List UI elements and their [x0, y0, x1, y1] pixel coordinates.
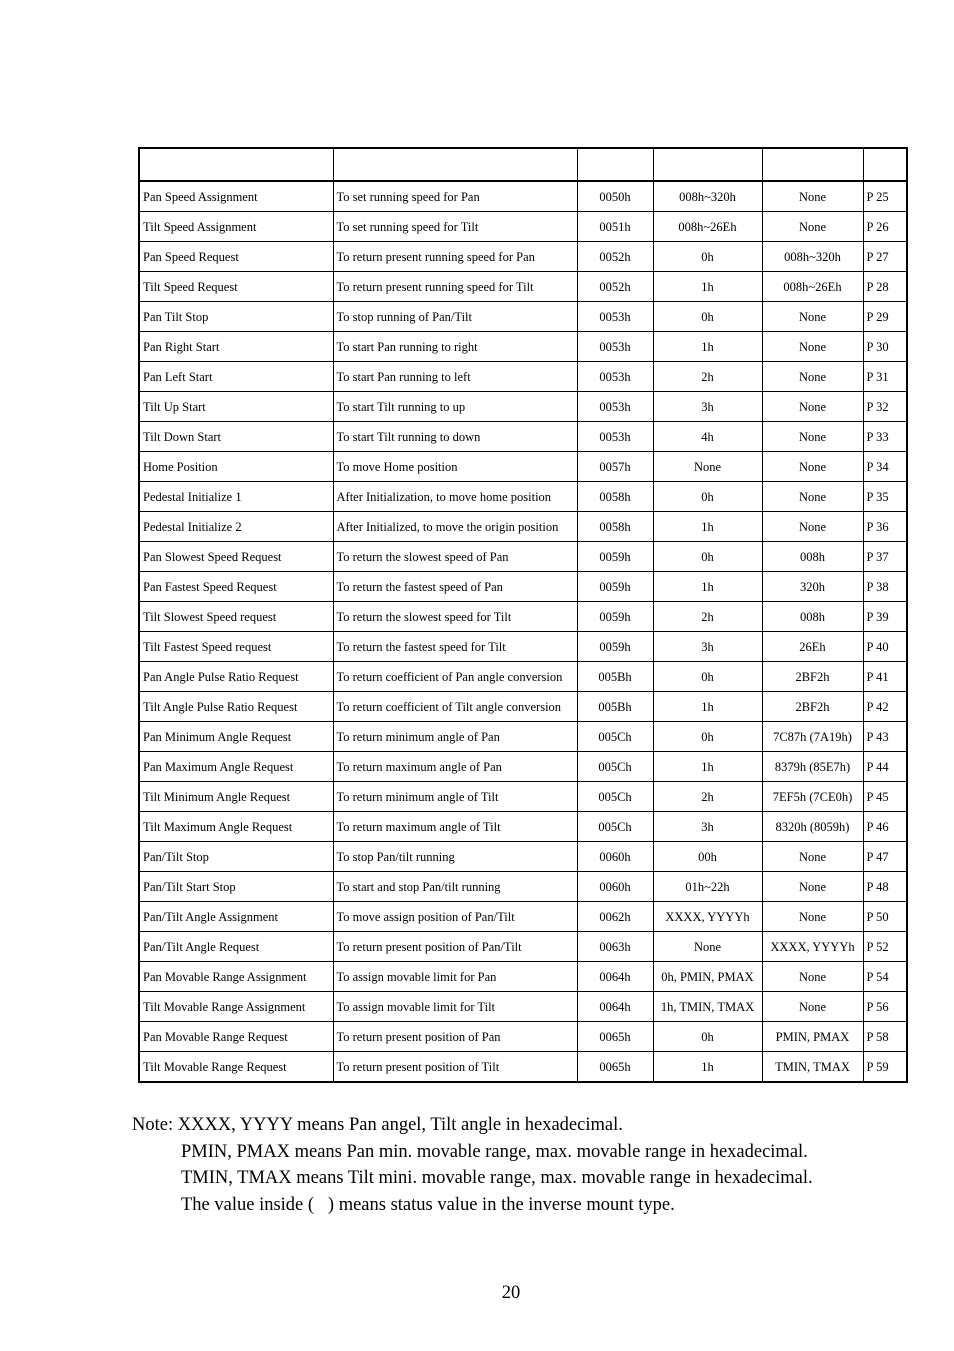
table-row — [139, 662, 907, 692]
parameter-cell: 2h — [653, 362, 762, 392]
command-code-cell: 0059h — [577, 542, 653, 572]
command-name-cell: Tilt Angle Pulse Ratio Request — [139, 692, 333, 722]
page-ref-cell: P 29 — [863, 302, 907, 332]
table-row — [139, 242, 907, 272]
description-cell: To return present running speed for Pan — [333, 242, 577, 272]
parameter-cell: 0h — [653, 662, 762, 692]
page-ref-cell: P 25 — [863, 181, 907, 212]
command-name-cell: Pedestal Initialize 1 — [139, 482, 333, 512]
command-code-cell: 0053h — [577, 302, 653, 332]
return-value-cell: None — [762, 392, 863, 422]
page-ref-cell: P 47 — [863, 842, 907, 872]
return-value-cell: 26Eh — [762, 632, 863, 662]
command-code-cell: 0059h — [577, 572, 653, 602]
parameter-cell: 1h — [653, 1052, 762, 1083]
parameter-cell: 0h — [653, 242, 762, 272]
command-code-cell: 0060h — [577, 842, 653, 872]
description-cell: To return the slowest speed for Tilt — [333, 602, 577, 632]
table-row — [139, 272, 907, 302]
table-row — [139, 782, 907, 812]
command-code-cell: 0050h — [577, 181, 653, 212]
parameter-cell: XXXX, YYYYh — [653, 902, 762, 932]
table-row — [139, 332, 907, 362]
return-value-cell: None — [762, 332, 863, 362]
description-cell: To start Pan running to right — [333, 332, 577, 362]
page-ref-cell: P 54 — [863, 962, 907, 992]
page-ref-cell: P 33 — [863, 422, 907, 452]
command-name-cell: Tilt Speed Assignment — [139, 212, 333, 242]
return-value-cell: None — [762, 902, 863, 932]
command-name-cell: Pan Minimum Angle Request — [139, 722, 333, 752]
note-line: Note: XXXX, YYYY means Pan angel, Tilt angle in hexadecimal. — [132, 1115, 623, 1135]
command-code-cell: 0057h — [577, 452, 653, 482]
command-code-cell: 0059h — [577, 602, 653, 632]
command-name-cell: Tilt Movable Range Assignment — [139, 992, 333, 1022]
page-ref-cell: P 32 — [863, 392, 907, 422]
description-cell: To return the fastest speed for Tilt — [333, 632, 577, 662]
page-ref-cell: P 37 — [863, 542, 907, 572]
command-code-cell: 005Ch — [577, 812, 653, 842]
table-row — [139, 1052, 907, 1083]
page-ref-cell: P 59 — [863, 1052, 907, 1083]
command-name-cell: Pan Angle Pulse Ratio Request — [139, 662, 333, 692]
command-code-cell: 0052h — [577, 242, 653, 272]
page-ref-cell: P 52 — [863, 932, 907, 962]
command-name-cell: Tilt Up Start — [139, 392, 333, 422]
parameter-cell: 0h — [653, 302, 762, 332]
command-name-cell: Tilt Slowest Speed request — [139, 602, 333, 632]
command-code-cell: 0053h — [577, 422, 653, 452]
description-cell: To move Home position — [333, 452, 577, 482]
return-value-cell: None — [762, 362, 863, 392]
page-ref-cell: P 41 — [863, 662, 907, 692]
command-code-cell: 0058h — [577, 512, 653, 542]
parameter-cell: 1h — [653, 272, 762, 302]
page-ref-cell: P 34 — [863, 452, 907, 482]
table-row — [139, 392, 907, 422]
table-row — [139, 932, 907, 962]
table-row — [139, 422, 907, 452]
command-name-cell: Pedestal Initialize 2 — [139, 512, 333, 542]
command-name-cell: Pan Fastest Speed Request — [139, 572, 333, 602]
parameter-cell: 1h, TMIN, TMAX — [653, 992, 762, 1022]
return-value-cell: 008h~26Eh — [762, 272, 863, 302]
return-value-cell: 320h — [762, 572, 863, 602]
page-ref-cell: P 38 — [863, 572, 907, 602]
command-name-cell: Pan/Tilt Start Stop — [139, 872, 333, 902]
description-cell: To start Pan running to left — [333, 362, 577, 392]
table-row — [139, 722, 907, 752]
header-cell — [139, 148, 333, 181]
page-ref-cell: P 46 — [863, 812, 907, 842]
command-code-cell: 0052h — [577, 272, 653, 302]
command-code-cell: 0059h — [577, 632, 653, 662]
page-ref-cell: P 43 — [863, 722, 907, 752]
command-code-cell: 0053h — [577, 392, 653, 422]
command-name-cell: Pan/Tilt Angle Request — [139, 932, 333, 962]
table-row — [139, 181, 907, 212]
description-cell: To move assign position of Pan/Tilt — [333, 902, 577, 932]
page-ref-cell: P 28 — [863, 272, 907, 302]
page-ref-cell: P 48 — [863, 872, 907, 902]
command-name-cell: Pan Left Start — [139, 362, 333, 392]
note-block — [132, 1112, 813, 1218]
command-name-cell: Tilt Fastest Speed request — [139, 632, 333, 662]
parameter-cell: 0h — [653, 542, 762, 572]
return-value-cell: None — [762, 302, 863, 332]
description-cell: To return present position of Tilt — [333, 1052, 577, 1083]
table-row — [139, 212, 907, 242]
command-code-cell: 0053h — [577, 362, 653, 392]
return-value-cell: None — [762, 992, 863, 1022]
return-value-cell: 7EF5h (7CE0h) — [762, 782, 863, 812]
page-ref-cell: P 40 — [863, 632, 907, 662]
parameter-cell: 1h — [653, 572, 762, 602]
table-row — [139, 842, 907, 872]
description-cell: To return minimum angle of Tilt — [333, 782, 577, 812]
command-code-cell: 0060h — [577, 872, 653, 902]
parameter-cell: 4h — [653, 422, 762, 452]
table-row — [139, 1022, 907, 1052]
header-cell — [762, 148, 863, 181]
description-cell: To return present position of Pan — [333, 1022, 577, 1052]
command-name-cell: Pan Tilt Stop — [139, 302, 333, 332]
return-value-cell: 008h~320h — [762, 242, 863, 272]
table-row — [139, 632, 907, 662]
return-value-cell: None — [762, 181, 863, 212]
command-code-cell: 005Bh — [577, 692, 653, 722]
command-name-cell: Pan Movable Range Request — [139, 1022, 333, 1052]
return-value-cell: 008h — [762, 542, 863, 572]
description-cell: To set running speed for Pan — [333, 181, 577, 212]
page-ref-cell: P 56 — [863, 992, 907, 1022]
page-number: 20 — [501, 1283, 521, 1303]
page-ref-cell: P 35 — [863, 482, 907, 512]
table-row — [139, 542, 907, 572]
return-value-cell: None — [762, 842, 863, 872]
command-code-cell: 0062h — [577, 902, 653, 932]
page-ref-cell: P 27 — [863, 242, 907, 272]
table-row — [139, 752, 907, 782]
table-row — [139, 872, 907, 902]
parameter-cell: 008h~320h — [653, 181, 762, 212]
command-code-cell: 0058h — [577, 482, 653, 512]
table-row — [139, 992, 907, 1022]
parameter-cell: 1h — [653, 512, 762, 542]
command-name-cell: Pan Speed Assignment — [139, 181, 333, 212]
command-name-cell: Tilt Maximum Angle Request — [139, 812, 333, 842]
page-ref-cell: P 30 — [863, 332, 907, 362]
note-line: The value inside ( ) means status value in the inverse mount type. — [181, 1194, 675, 1215]
command-name-cell: Home Position — [139, 452, 333, 482]
parameter-cell: 01h~22h — [653, 872, 762, 902]
return-value-cell: None — [762, 962, 863, 992]
parameter-cell: 1h — [653, 332, 762, 362]
command-name-cell: Pan Movable Range Assignment — [139, 962, 333, 992]
description-cell: To start Tilt running to up — [333, 392, 577, 422]
parameter-cell: 008h~26Eh — [653, 212, 762, 242]
table-row — [139, 812, 907, 842]
description-cell: To return the slowest speed of Pan — [333, 542, 577, 572]
command-code-cell: 0065h — [577, 1022, 653, 1052]
command-name-cell: Pan Speed Request — [139, 242, 333, 272]
table-row — [139, 302, 907, 332]
parameter-cell: 3h — [653, 632, 762, 662]
command-name-cell: Tilt Movable Range Request — [139, 1052, 333, 1083]
note-line: TMIN, TMAX means Tilt mini. movable range, max. movable range in hexadecimal. — [181, 1168, 813, 1188]
command-name-cell: Tilt Down Start — [139, 422, 333, 452]
return-value-cell: None — [762, 512, 863, 542]
page-ref-cell: P 58 — [863, 1022, 907, 1052]
page-ref-cell: P 26 — [863, 212, 907, 242]
command-code-cell: 0051h — [577, 212, 653, 242]
header-cell — [577, 148, 653, 181]
header-cell — [333, 148, 577, 181]
table-row — [139, 902, 907, 932]
description-cell: After Initialized, to move the origin position — [333, 512, 577, 542]
table-row — [139, 512, 907, 542]
return-value-cell: None — [762, 872, 863, 902]
command-code-cell: 0065h — [577, 1052, 653, 1083]
command-code-cell: 0064h — [577, 962, 653, 992]
command-name-cell: Pan Slowest Speed Request — [139, 542, 333, 572]
parameter-cell: 1h — [653, 752, 762, 782]
description-cell: To set running speed for Tilt — [333, 212, 577, 242]
return-value-cell: 7C87h (7A19h) — [762, 722, 863, 752]
page-ref-cell: P 50 — [863, 902, 907, 932]
parameter-cell: None — [653, 452, 762, 482]
return-value-cell: 2BF2h — [762, 692, 863, 722]
command-code-cell: 0063h — [577, 932, 653, 962]
command-name-cell: Pan Maximum Angle Request — [139, 752, 333, 782]
command-code-cell: 005Ch — [577, 782, 653, 812]
description-cell: To stop Pan/tilt running — [333, 842, 577, 872]
description-cell: To start Tilt running to down — [333, 422, 577, 452]
command-code-cell: 005Ch — [577, 752, 653, 782]
description-cell: To return the fastest speed of Pan — [333, 572, 577, 602]
description-cell: To return present position of Pan/Tilt — [333, 932, 577, 962]
command-name-cell: Pan/Tilt Angle Assignment — [139, 902, 333, 932]
parameter-cell: 3h — [653, 392, 762, 422]
return-value-cell: 8379h (85E7h) — [762, 752, 863, 782]
note-line: PMIN, PMAX means Pan min. movable range, max. movable range in hexadecimal. — [181, 1141, 808, 1162]
description-cell: To return present running speed for Tilt — [333, 272, 577, 302]
return-value-cell: None — [762, 212, 863, 242]
parameter-cell: 0h, PMIN, PMAX — [653, 962, 762, 992]
parameter-cell: 0h — [653, 1022, 762, 1052]
return-value-cell: None — [762, 422, 863, 452]
command-code-cell: 005Ch — [577, 722, 653, 752]
table-row — [139, 362, 907, 392]
table-row — [139, 692, 907, 722]
parameter-cell: 2h — [653, 602, 762, 632]
page-ref-cell: P 44 — [863, 752, 907, 782]
command-code-cell: 005Bh — [577, 662, 653, 692]
header-cell — [863, 148, 907, 181]
return-value-cell: None — [762, 452, 863, 482]
command-name-cell: Pan Right Start — [139, 332, 333, 362]
table-row — [139, 482, 907, 512]
page-ref-cell: P 36 — [863, 512, 907, 542]
page-ref-cell: P 42 — [863, 692, 907, 722]
header-cell — [653, 148, 762, 181]
return-value-cell: None — [762, 482, 863, 512]
description-cell: To return minimum angle of Pan — [333, 722, 577, 752]
parameter-cell: 3h — [653, 812, 762, 842]
return-value-cell: 8320h (8059h) — [762, 812, 863, 842]
description-cell: To assign movable limit for Pan — [333, 962, 577, 992]
return-value-cell: TMIN, TMAX — [762, 1052, 863, 1083]
table-row — [139, 602, 907, 632]
return-value-cell: 008h — [762, 602, 863, 632]
parameter-cell: 2h — [653, 782, 762, 812]
description-cell: To stop running of Pan/Tilt — [333, 302, 577, 332]
description-cell: To return maximum angle of Pan — [333, 752, 577, 782]
command-name-cell: Tilt Minimum Angle Request — [139, 782, 333, 812]
page-ref-cell: P 45 — [863, 782, 907, 812]
page-ref-cell: P 31 — [863, 362, 907, 392]
parameter-cell: None — [653, 932, 762, 962]
command-name-cell: Tilt Speed Request — [139, 272, 333, 302]
parameter-cell: 00h — [653, 842, 762, 872]
parameter-cell: 1h — [653, 692, 762, 722]
command-name-cell: Pan/Tilt Stop — [139, 842, 333, 872]
parameter-cell: 0h — [653, 482, 762, 512]
command-code-cell: 0064h — [577, 992, 653, 1022]
table-row — [139, 962, 907, 992]
description-cell: After Initialization, to move home position — [333, 482, 577, 512]
description-cell: To return coefficient of Pan angle conversion — [333, 662, 577, 692]
return-value-cell: XXXX, YYYYh — [762, 932, 863, 962]
description-cell: To assign movable limit for Tilt — [333, 992, 577, 1022]
description-cell: To return maximum angle of Tilt — [333, 812, 577, 842]
parameter-cell: 0h — [653, 722, 762, 752]
return-value-cell: 2BF2h — [762, 662, 863, 692]
page-ref-cell: P 39 — [863, 602, 907, 632]
description-cell: To return coefficient of Tilt angle conversion — [333, 692, 577, 722]
return-value-cell: PMIN, PMAX — [762, 1022, 863, 1052]
table-header-row — [139, 148, 907, 181]
command-table — [138, 147, 908, 1083]
table-body — [139, 181, 907, 1082]
table-row — [139, 572, 907, 602]
description-cell: To start and stop Pan/tilt running — [333, 872, 577, 902]
table-row — [139, 452, 907, 482]
command-code-cell: 0053h — [577, 332, 653, 362]
